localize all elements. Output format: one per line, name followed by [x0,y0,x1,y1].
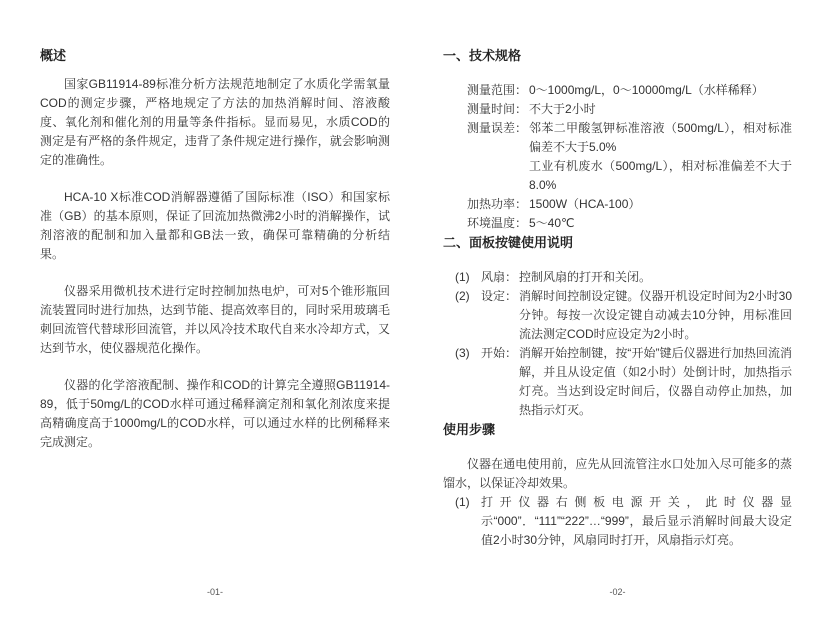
overview-heading: 概述 [40,48,67,63]
specs-list [467,81,792,233]
spec-label: 环境温度： [467,216,528,230]
spec-value: 邻苯二甲酸氢钾标准溶液（500mg/L），相对标准偏差不大于5.0% [529,121,792,154]
panel-keys-list [455,268,792,420]
spec-value: 5～40℃ [529,216,575,230]
item-description: 消解时间控制设定键。仪器开机设定时间为2小时30分钟。每按一次设定键自动减去10分钟，用标准回流法测定COD时应设定为2小时。 [519,289,792,341]
spec-row-error [467,119,792,195]
spec-value: 工业有机废水（500mg/L），相对标准偏差不大于8.0% [529,159,792,192]
item-number: (1) [455,270,470,284]
item-number: (3) [455,346,470,360]
spec-row-temperature [467,214,792,233]
item-key-name: 设定： [481,289,518,303]
page-02 [443,46,792,550]
panel-item-set [455,287,792,344]
spec-row-time [467,100,792,119]
spec-label: 加热功率： [467,197,528,211]
panel-item-start [455,344,792,420]
item-description: 控制风扇的打开和关闭。 [519,270,652,284]
spec-value: 1500W（HCA-100） [529,197,641,211]
usage-intro-paragraph: 仪器在通电使用前，应先从回流管注水口处加入尽可能多的蒸馏水，以保证冷却效果。 [443,457,792,490]
overview-paragraph-1: 国家GB11914-89标准分析方法规范地制定了水质化学需氧量COD的测定步骤，严格地规定了方法的加热消解时间、溶液酸度、氧化剂和催化剂的用量等条件指标。显而易见，水质COD的测定是有严格的条件规定，违背了条件规定进行操作，就会影响测定的准确性。 [40,77,390,167]
page-number-01: -01- [206,587,223,597]
spec-label: 测量范围： [467,83,528,97]
spec-value: 0～1000mg/L，0～10000mg/L（水样稀释） [529,83,764,97]
panel-keys-heading: 二、面板按键使用说明 [443,235,574,250]
overview-paragraph-2: HCA-10 X标准COD消解器遵循了国际标准（ISO）和国家标准（GB）的基本原则，保证了回流加热微沸2小时的消解操作，试剂溶液的配制和加入量都和GB法一致，确保可靠精确的分析结果。 [40,190,390,261]
item-number: (2) [455,289,470,303]
step-description: 打开仪器右侧板电源开关，此时仪器显示“000”．“111”“222”…“999”，最后显示消解时间最大设定值2小时30分钟，风扇同时打开，风扇指示灯亮。 [481,495,792,547]
overview-paragraph-4: 仪器的化学溶液配制、操作和COD的计算完全遵照GB11914-89，低于50mg/L的COD水样可通过稀释滴定剂和氧化剂浓度来提高精确度高于1000mg/L的COD水样，可以通过水样的比例稀释来完成测定。 [40,378,390,449]
usage-step-1 [455,493,792,550]
panel-item-fan [455,268,792,287]
spec-row-power [467,195,792,214]
spec-label: 测量误差： [467,121,528,135]
spec-label: 测量时间： [467,102,528,116]
usage-steps-heading: 使用步骤 [443,422,496,437]
page-number-02: -02- [609,587,626,597]
item-number: (1) [455,495,470,509]
specs-heading: 一、技术规格 [443,48,522,63]
item-key-name: 风扇： [481,270,518,284]
page-01 [40,46,390,470]
item-description: 消解开始控制键，按“开始”键后仪器进行加热回流消解，并且从设定值（如2小时）处倒计时，加热指示灯亮。当达到设定时间后，仪器自动停止加热，加热指示灯灭。 [519,346,792,417]
spec-value: 不大于2小时 [529,102,596,116]
item-key-name: 开始： [481,346,518,360]
spec-row-range [467,81,792,100]
overview-paragraph-3: 仪器采用微机技术进行定时控制加热电炉，可对5个锥形瓶回流装置同时进行加热，达到节能、提高效率目的，同时采用玻璃毛刺回流管代替球形回流管，并以风冷技术取代自来水冷却方式，又达到节水，使仪器规范化操作。 [40,284,390,355]
